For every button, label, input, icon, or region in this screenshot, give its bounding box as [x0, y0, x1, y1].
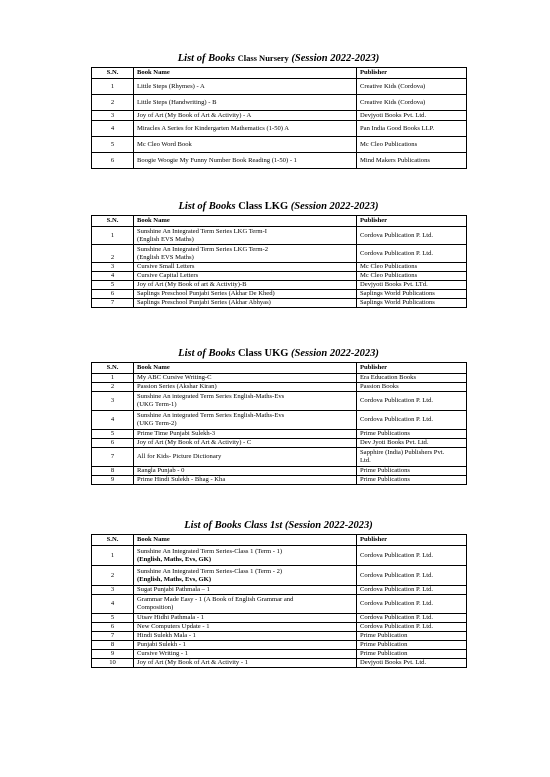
table-row: 1 Little Steps (Rhymes) - A Creative Kids (Cordova)	[92, 79, 467, 95]
table-row: 5 Joy of Art (My Book of art & Activity)-B Devjyoti Books Pvt. LTd.	[92, 281, 467, 290]
table-header-row	[92, 363, 467, 374]
table-row: 2 Sunshine An Integrated Term Series-Class 1 (Term - 2) (English, Maths, Evs, GK) Cordova Publication P. Ltd.	[92, 566, 467, 586]
table-row: 6 Boogie Woogie My Funny Number Book Reading (1-50) - 1 Mind Makers Publications	[92, 153, 467, 169]
table-row: 9 Prime Hindi Sulekh - Bhag - Kha Prime Publications	[92, 476, 467, 485]
table-row: 3 Cursive Small Letters Mc Cleo Publications	[92, 263, 467, 272]
header-publisher: Publisher	[357, 363, 467, 374]
table-row: 9 Cursive Writing - 1 Prime Publication	[92, 650, 467, 659]
header-book-name: Book Name	[134, 216, 357, 227]
class-1st-section	[91, 519, 466, 668]
lkg-section	[91, 200, 466, 308]
table-row: 7 All for Kids- Picture Dictionary Sapphire (India) Publishers Pvt. Ltd.	[92, 448, 467, 467]
table-row: 2 Little Steps (Handwriting) - B Creative Kids (Cordova)	[92, 95, 467, 111]
table-row: 1 My ABC Cursive Writing-C Era Education Books	[92, 374, 467, 383]
table-row: 5 Utsav Hidhi Pathmala - 1 Cordova Publication P. Ltd.	[92, 614, 467, 623]
table-row: 3 Sunshine An integrated Term Series English-Maths-Evs (UKG Term-1) Cordova Publication P. Ltd.	[92, 392, 467, 411]
table-row: 6 Saplings Preschool Punjabi Series (Akhar De Khed) Saplings World Publications	[92, 290, 467, 299]
section-title: List of Books Class UKG (Session 2022-2023)	[178, 348, 379, 359]
ukg-books-table	[91, 362, 467, 485]
nursery-books-table	[91, 67, 467, 169]
ukg-section	[91, 347, 466, 485]
table-row: 5 Mc Cleo Word Book Mc Cleo Publications	[92, 137, 467, 153]
header-book-name: Book Name	[134, 68, 357, 79]
lkg-books-table	[91, 215, 467, 308]
table-row: 5 Prime Time Punjabi Sulekh-3 Prime Publications	[92, 430, 467, 439]
table-row: 1 Sunshine An Integrated Term Series-Class 1 (Term - 1) (English, Maths, Evs, GK) Cordova Publication P. Ltd.	[92, 546, 467, 566]
table-row: 2 Sunshine An Integrated Term Series LKG Term-2 (English EVS Maths) Cordova Publication P. Ltd.	[92, 245, 467, 263]
table-row: 4 Miracles A Series for Kindergarten Mathematics (1-50) A Pan India Good Books LLP.	[92, 121, 467, 137]
table-header-row	[92, 216, 467, 227]
header-sn: S.N.	[92, 216, 134, 227]
table-row: 3 Joy of Art (My Book of Art & Activity) - A Devjyoti Books Pvt. Ltd.	[92, 111, 467, 121]
table-row: 1 Sunshine An Integrated Term Series LKG Term-I (English EVS Maths) Cordova Publication P. Ltd.	[92, 227, 467, 245]
section-title: List of Books Class 1st (Session 2022-2023)	[184, 520, 373, 531]
header-publisher: Publisher	[357, 68, 467, 79]
table-row: 8 Rangla Punjab - 0 Prime Publications	[92, 467, 467, 476]
section-title: List of Books Class LKG (Session 2022-2023)	[178, 201, 379, 212]
table-row: 4 Sunshine An integrated Term Series English-Maths-Evs (UKG Term-2) Cordova Publication P. Ltd.	[92, 411, 467, 430]
header-book-name: Book Name	[134, 535, 357, 546]
header-sn: S.N.	[92, 68, 134, 79]
table-row: 7 Saplings Preschool Punjabi Series (Akhar Abhyas) Saplings World Publications	[92, 299, 467, 308]
table-row: 2 Passion Series (Akshar Kiran) Passion Books	[92, 383, 467, 392]
table-header-row	[92, 68, 467, 79]
table-row: 6 New Computers Update - 1 Cordova Publication P. Ltd.	[92, 623, 467, 632]
table-row: 6 Joy of Art (My Book of Art & Activity) - C Dev Jyoti Books Pvt. Ltd.	[92, 439, 467, 448]
header-publisher: Publisher	[357, 216, 467, 227]
class-1st-books-table	[91, 534, 467, 668]
table-row: 8 Punjabi Sulekh - 1 Prime Publication	[92, 641, 467, 650]
table-row: 7 Hindi Sulekh Mala - 1 Prime Publication	[92, 632, 467, 641]
table-row: 4 Grammar Made Easy - 1 (A Book of English Grammar and Composition) Cordova Publication P. Ltd.	[92, 595, 467, 614]
section-title: List of Books Class Nursery (Session 2022-2023)	[177, 53, 380, 64]
table-row: 4 Cursive Capital Letters Mc Cleo Publications	[92, 272, 467, 281]
table-row: 3 Sugat Punjabi Pathmala – 1 Cordova Publication P. Ltd.	[92, 586, 467, 595]
header-sn: S.N.	[92, 363, 134, 374]
header-book-name: Book Name	[134, 363, 357, 374]
table-header-row	[92, 535, 467, 546]
nursery-section	[91, 52, 466, 169]
header-sn: S.N.	[92, 535, 134, 546]
header-publisher: Publisher	[357, 535, 467, 546]
table-row: 10 Joy of Art (My Book of Art & Activity - 1 Devjyoti Books Pvt. Ltd.	[92, 659, 467, 668]
